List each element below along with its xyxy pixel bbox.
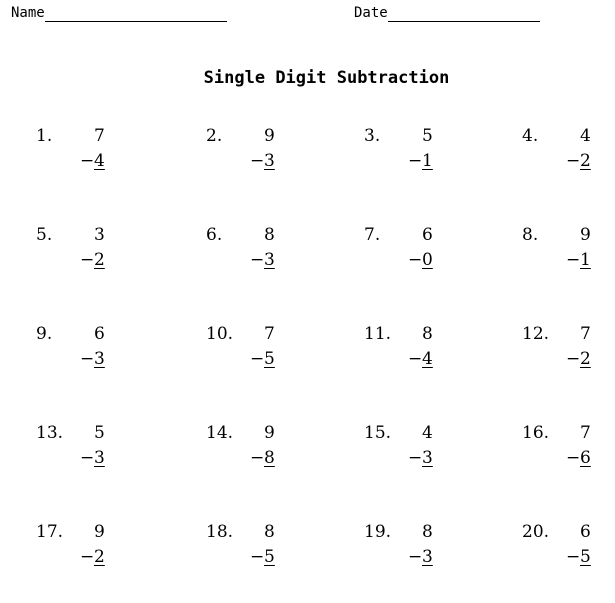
subtrahend: 0 xyxy=(422,250,433,270)
problem-number: 19. xyxy=(364,522,392,542)
problem-8 xyxy=(522,225,615,285)
problem-5 xyxy=(36,225,146,285)
subtrahend: 5 xyxy=(264,547,275,567)
problem-19 xyxy=(364,522,474,582)
minus-sign: − xyxy=(408,250,423,270)
subtrahend: 3 xyxy=(422,448,433,468)
subtrahend: 2 xyxy=(580,349,591,369)
problem-number: 8. xyxy=(522,225,539,245)
problem-number: 10. xyxy=(206,324,234,344)
subtrahend: 3 xyxy=(94,448,105,468)
problem-number: 4. xyxy=(522,126,539,146)
name-line[interactable] xyxy=(45,7,227,22)
name-field[interactable] xyxy=(11,4,227,22)
minus-sign: − xyxy=(250,448,265,468)
name-label: Name xyxy=(11,5,45,21)
minuend: 6 xyxy=(580,522,591,542)
minuend: 7 xyxy=(94,126,105,146)
subtrahend: 3 xyxy=(422,547,433,567)
minus-sign: − xyxy=(250,151,265,171)
minus-sign: − xyxy=(566,250,581,270)
subtrahend: 1 xyxy=(580,250,591,270)
minus-sign: − xyxy=(80,547,95,567)
worksheet-title: Single Digit Subtraction xyxy=(203,68,450,88)
minus-sign: − xyxy=(80,448,95,468)
minuend: 5 xyxy=(422,126,433,146)
minus-sign: − xyxy=(250,547,265,567)
minuend: 8 xyxy=(422,324,433,344)
minus-sign: − xyxy=(250,349,265,369)
minuend: 5 xyxy=(94,423,105,443)
minus-sign: − xyxy=(408,547,423,567)
problem-11 xyxy=(364,324,474,384)
date-label: Date xyxy=(354,5,388,21)
problem-number: 3. xyxy=(364,126,381,146)
problem-14 xyxy=(206,423,316,483)
minuend: 4 xyxy=(580,126,591,146)
minus-sign: − xyxy=(250,250,265,270)
subtrahend: 6 xyxy=(580,448,591,468)
minuend: 9 xyxy=(264,126,275,146)
problem-number: 12. xyxy=(522,324,550,344)
problem-number: 17. xyxy=(36,522,64,542)
problem-13 xyxy=(36,423,146,483)
problem-10 xyxy=(206,324,316,384)
problem-16 xyxy=(522,423,615,483)
subtrahend: 5 xyxy=(580,547,591,567)
minus-sign: − xyxy=(566,151,581,171)
minuend: 7 xyxy=(580,423,591,443)
minuend: 8 xyxy=(422,522,433,542)
subtrahend: 2 xyxy=(94,250,105,270)
minus-sign: − xyxy=(408,151,423,171)
minus-sign: − xyxy=(80,349,95,369)
problem-4 xyxy=(522,126,615,186)
subtrahend: 2 xyxy=(94,547,105,567)
problem-6 xyxy=(206,225,316,285)
minuend: 7 xyxy=(264,324,275,344)
problem-number: 2. xyxy=(206,126,223,146)
minuend: 9 xyxy=(580,225,591,245)
minuend: 8 xyxy=(264,225,275,245)
problem-15 xyxy=(364,423,474,483)
problem-2 xyxy=(206,126,316,186)
minus-sign: − xyxy=(566,448,581,468)
problem-number: 20. xyxy=(522,522,550,542)
minus-sign: − xyxy=(408,448,423,468)
date-field[interactable] xyxy=(354,4,540,22)
minuend: 4 xyxy=(422,423,433,443)
problem-number: 13. xyxy=(36,423,64,443)
problem-number: 9. xyxy=(36,324,53,344)
problem-17 xyxy=(36,522,146,582)
problem-9 xyxy=(36,324,146,384)
subtrahend: 3 xyxy=(94,349,105,369)
problem-7 xyxy=(364,225,474,285)
minuend: 9 xyxy=(264,423,275,443)
minuend: 6 xyxy=(422,225,433,245)
problem-number: 11. xyxy=(364,324,392,344)
subtrahend: 3 xyxy=(264,250,275,270)
minuend: 3 xyxy=(94,225,105,245)
minus-sign: − xyxy=(566,349,581,369)
subtrahend: 8 xyxy=(264,448,275,468)
problem-20 xyxy=(522,522,615,582)
problem-number: 14. xyxy=(206,423,234,443)
subtrahend: 1 xyxy=(422,151,433,171)
minuend: 6 xyxy=(94,324,105,344)
problem-number: 6. xyxy=(206,225,223,245)
minus-sign: − xyxy=(80,151,95,171)
subtrahend: 3 xyxy=(264,151,275,171)
problem-number: 18. xyxy=(206,522,234,542)
minus-sign: − xyxy=(566,547,581,567)
minuend: 8 xyxy=(264,522,275,542)
problem-number: 7. xyxy=(364,225,381,245)
subtrahend: 4 xyxy=(422,349,433,369)
date-line[interactable] xyxy=(388,7,540,22)
problem-number: 15. xyxy=(364,423,392,443)
problem-12 xyxy=(522,324,615,384)
problem-number: 5. xyxy=(36,225,53,245)
problem-3 xyxy=(364,126,474,186)
problem-number: 1. xyxy=(36,126,53,146)
problem-number: 16. xyxy=(522,423,550,443)
subtrahend: 2 xyxy=(580,151,591,171)
subtrahend: 4 xyxy=(94,151,105,171)
minuend: 9 xyxy=(94,522,105,542)
minuend: 7 xyxy=(580,324,591,344)
minus-sign: − xyxy=(80,250,95,270)
problem-18 xyxy=(206,522,316,582)
subtrahend: 5 xyxy=(264,349,275,369)
minus-sign: − xyxy=(408,349,423,369)
problem-1 xyxy=(36,126,146,186)
